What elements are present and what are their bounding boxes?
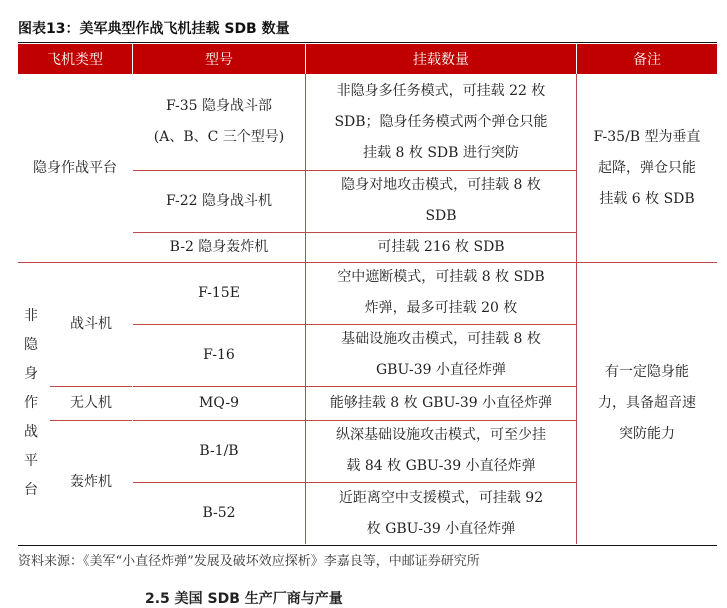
load-b52: 近距离空中支援模式，可挂载 92 枚 GBU-39 小直径炸弹 [338, 489, 544, 537]
bottom-rule [18, 545, 717, 546]
load-f15e: 空中遮断模式，可挂载 8 枚 SDB 炸弹，最多可挂载 20 枚 [337, 269, 545, 316]
group-nonstealth [22, 262, 40, 545]
model-f35: F-35 隐身战斗部 (A、B、C 三个型号) [153, 98, 285, 145]
load-b2: 可挂载 216 枚 SDB [377, 238, 505, 255]
next-section-heading: 2.5 美国 SDB 生产厂商与产量 [145, 591, 343, 607]
header-load-count: 挂载数量 [306, 44, 576, 74]
model-b52: B-52 [202, 505, 236, 521]
top-rule [18, 42, 717, 43]
load-b1b: 纵深基础设施攻击模式，可至少挂 载 84 枚 GBU-39 小直径炸弹 [336, 427, 546, 474]
load-f16: 基础设施攻击模式，可挂载 8 枚 GBU-39 小直径炸弹 [341, 331, 541, 378]
subgroup-bomber: 轰炸机 [70, 474, 112, 490]
load-mq9: 能够挂载 8 枚 GBU-39 小直径炸弹 [329, 394, 553, 411]
load-f22: 隐身对地攻击模式，可挂载 8 枚 SDB [341, 177, 541, 224]
model-b2: B-2 隐身轰炸机 [169, 238, 269, 255]
note-stealth: F-35/B 型为垂直 起降，弹仓只能 挂载 6 枚 SDB [593, 128, 701, 207]
header-remark: 备注 [577, 44, 717, 74]
subgroup-fighter: 战斗机 [70, 315, 112, 332]
group-stealth: 隐身作战平台 [33, 159, 117, 176]
note-nonstealth: 有一定隐身能 力，具备超音速 突防能力 [598, 364, 696, 442]
header-model: 型号 [133, 44, 305, 74]
model-f15e: F-15E [198, 284, 240, 301]
model-f22: F-22 隐身战斗机 [165, 192, 273, 209]
header-aircraft-type: 飞机类型 [18, 44, 132, 74]
model-f16: F-16 [203, 346, 235, 363]
source-note: 资料来源：《美军“小直径炸弹”发展及破坏效应探析》李嘉良等，中邮证券研究所 [18, 554, 480, 569]
model-b1b: B-1/B [199, 442, 239, 459]
model-mq9: MQ-9 [199, 394, 239, 411]
subgroup-uav: 无人机 [70, 394, 112, 411]
group-nonstealth-label: 非隐身作战平台 [24, 308, 38, 498]
figure-title: 图表13：美军典型作战飞机挂载 SDB 数量 [18, 21, 290, 37]
load-f35: 非隐身多任务模式，可挂载 22 枚 SDB；隐身任务模式两个弹仓只能 挂载 8 枚 SDB 进行突防 [334, 82, 548, 161]
